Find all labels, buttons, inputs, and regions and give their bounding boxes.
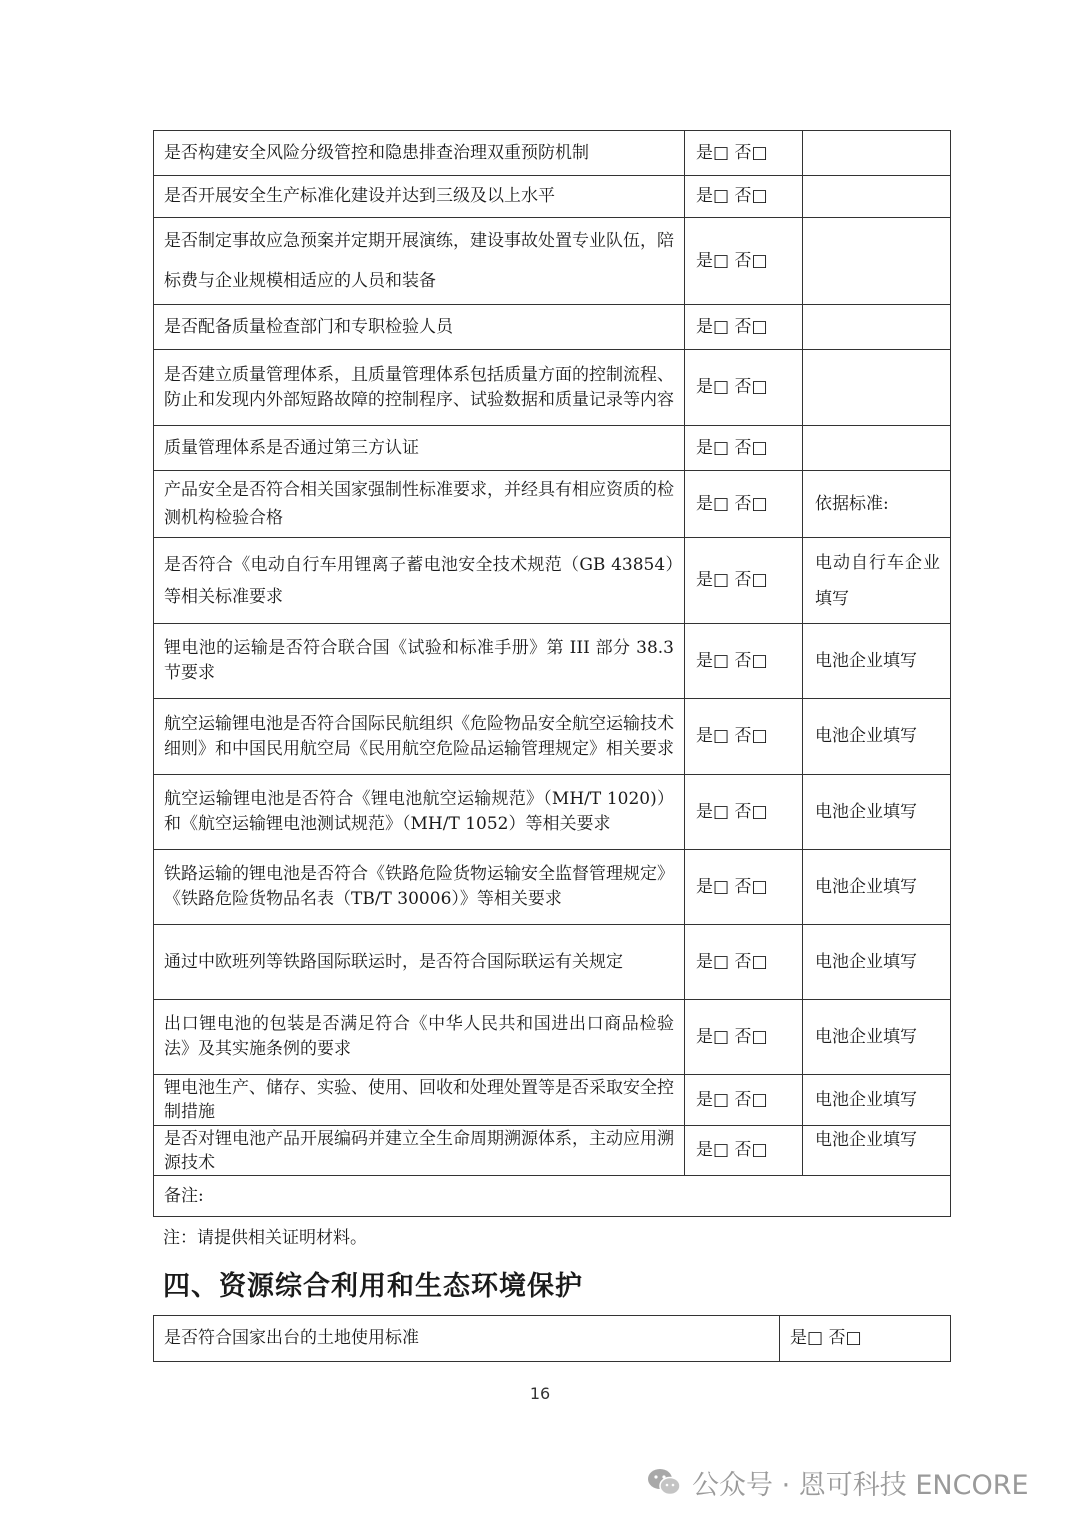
yes-no-checkbox-cell[interactable]: 是□ 否□ (685, 538, 803, 624)
watermark-text: 公众号 · 恩可科技 ENCORE (692, 1469, 1029, 1501)
note-cell: 电池企业填写 (803, 1075, 951, 1126)
yes-no-checkbox-cell[interactable]: 是□ 否□ (685, 305, 803, 350)
table-row (154, 176, 951, 218)
item-cell: 出口锂电池的包装是否满足符合《中华人民共和国进出口商品检验法》及其实施条例的要求 (154, 1000, 685, 1075)
yes-no-checkbox-cell[interactable]: 是□ 否□ (685, 1075, 803, 1126)
table-row (154, 1126, 951, 1176)
item-cell: 锂电池的运输是否符合联合国《试验和标准手册》第 III 部分 38.3 节要求 (154, 624, 685, 699)
yes-no-checkbox-cell[interactable]: 是□ 否□ (685, 699, 803, 775)
item-cell: 是否开展安全生产标准化建设并达到三级及以上水平 (154, 176, 685, 218)
yes-no-checkbox-cell[interactable]: 是□ 否□ (685, 350, 803, 426)
item-cell: 是否对锂电池产品开展编码并建立全生命周期溯源体系，主动应用溯源技术 (154, 1126, 685, 1176)
yes-no-checkbox-cell[interactable]: 是□ 否□ (685, 775, 803, 850)
watermark (646, 1462, 1029, 1502)
yes-no-checkbox-cell[interactable]: 是□ 否□ (685, 426, 803, 471)
item-cell: 通过中欧班列等铁路国际联运时，是否符合国际联运有关规定 (154, 925, 685, 1000)
wechat-icon (646, 1467, 682, 1497)
note-cell: 电池企业填写 (803, 850, 951, 925)
note-cell: 电池企业填写 (803, 1000, 951, 1075)
item-cell: 是否建立质量管理体系，且质量管理体系包括质量方面的控制流程、防止和发现内外部短路故障的控制程序、试验数据和质量记录等内容 (154, 350, 685, 426)
yes-no-checkbox-cell[interactable]: 是□ 否□ (685, 176, 803, 218)
note-cell: 电池企业填写 (803, 775, 951, 850)
remark-row (154, 1176, 951, 1217)
yes-no-checkbox-cell[interactable]: 是□ 否□ (685, 624, 803, 699)
note-cell (803, 426, 951, 471)
yes-no-checkbox-cell[interactable]: 是□ 否□ (685, 471, 803, 538)
remark-cell[interactable]: 备注: (154, 1176, 951, 1217)
note-cell: 依据标准: (803, 471, 951, 538)
table-row (154, 471, 951, 538)
table-row (154, 925, 951, 1000)
note-cell: 电池企业填写 (803, 699, 951, 775)
table-row (154, 699, 951, 775)
item-cell: 是否构建安全风险分级管控和隐患排查治理双重预防机制 (154, 131, 685, 176)
table-row (154, 305, 951, 350)
note-cell: 电动自行车企业填写 (803, 538, 951, 624)
item-cell: 是否符合《电动自行车用锂离子蓄电池安全技术规范（GB 43854）等相关标准要求 (154, 538, 685, 624)
note-cell: 电池企业填写 (803, 624, 951, 699)
yes-no-checkbox-cell[interactable]: 是□ 否□ (685, 1000, 803, 1075)
item-cell: 航空运输锂电池是否符合国际民航组织《危险物品安全航空运输技术细则》和中国民用航空局《民用航空危险品运输管理规定》相关要求 (154, 699, 685, 775)
yes-no-checkbox-cell[interactable]: 是□ 否□ (685, 218, 803, 305)
note-cell: 电池企业填写 (803, 1126, 951, 1176)
item-cell: 锂电池生产、储存、实验、使用、回收和处理处置等是否采取安全控制措施 (154, 1075, 685, 1126)
resource-table (153, 1315, 951, 1362)
item-cell: 是否制定事故应急预案并定期开展演练，建设事故处置专业队伍，陪标费与企业规模相适应的人员和装备 (154, 218, 685, 305)
table-row (154, 1000, 951, 1075)
item-cell: 航空运输锂电池是否符合《锂电池航空运输规范》（MH/T 1020)）和《航空运输锂电池测试规范》（MH/T 1052）等相关要求 (154, 775, 685, 850)
table-row (154, 1316, 951, 1362)
yes-no-checkbox-cell[interactable]: 是□ 否□ (685, 925, 803, 1000)
table-row (154, 538, 951, 624)
note-cell (803, 305, 951, 350)
note-cell (803, 131, 951, 176)
item-cell: 是否符合国家出台的土地使用标准 (154, 1316, 780, 1362)
yes-no-checkbox-cell[interactable]: 是□ 否□ (685, 131, 803, 176)
table-row (154, 850, 951, 925)
footnote: 注：请提供相关证明材料。 (163, 1228, 367, 1248)
item-cell: 是否配备质量检查部门和专职检验人员 (154, 305, 685, 350)
note-cell (803, 176, 951, 218)
table-row (154, 624, 951, 699)
yes-no-checkbox-cell[interactable]: 是□ 否□ (685, 1126, 803, 1176)
yes-no-checkbox-cell[interactable]: 是□ 否□ (780, 1316, 951, 1362)
section-heading: 四、资源综合利用和生态环境保护 (163, 1271, 583, 1302)
item-cell: 产品安全是否符合相关国家强制性标准要求，并经具有相应资质的检测机构检验合格 (154, 471, 685, 538)
table-row (154, 1075, 951, 1126)
note-cell (803, 350, 951, 426)
table-row (154, 218, 951, 305)
item-cell: 铁路运输的锂电池是否符合《铁路危险货物运输安全监督管理规定》《铁路危险货物品名表（TB/T 30006）》等相关要求 (154, 850, 685, 925)
table-row (154, 350, 951, 426)
table-row (154, 775, 951, 850)
note-cell: 电池企业填写 (803, 925, 951, 1000)
page-number: 16 (529, 1384, 551, 1403)
compliance-table (153, 130, 951, 1217)
note-cell (803, 218, 951, 305)
table-row (154, 131, 951, 176)
table-row (154, 426, 951, 471)
item-cell: 质量管理体系是否通过第三方认证 (154, 426, 685, 471)
yes-no-checkbox-cell[interactable]: 是□ 否□ (685, 850, 803, 925)
